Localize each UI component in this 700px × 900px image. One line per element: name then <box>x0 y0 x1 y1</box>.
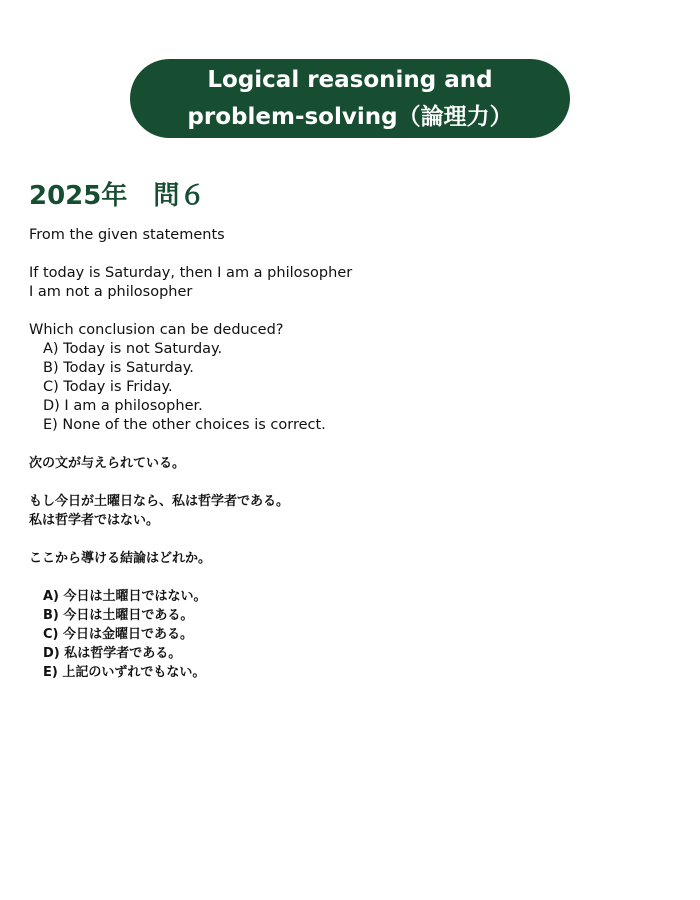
japanese-option-a: A) 今日は土曜日ではない。 <box>43 589 207 604</box>
title-banner <box>130 59 570 138</box>
spacer <box>29 568 679 587</box>
japanese-option-b: B) 今日は土曜日である。 <box>43 608 194 623</box>
japanese-option-c: C) 今日は金曜日である。 <box>43 627 194 642</box>
banner-title-line-2: problem-solving（論理力） <box>187 103 513 130</box>
japanese-statement-2: 私は哲学者ではない。 <box>29 513 160 528</box>
japanese-intro: 次の文が与えられている。 <box>29 456 186 471</box>
question-heading: 2025年 問６ <box>29 181 206 211</box>
english-option-b: B) Today is Saturday. <box>43 360 194 376</box>
english-statement-2: I am not a philosopher <box>29 284 193 300</box>
english-option-e: E) None of the other choices is correct. <box>43 417 326 433</box>
english-question: Which conclusion can be deduced? <box>29 322 284 338</box>
english-option-d: D) I am a philosopher. <box>43 398 203 414</box>
spacer <box>29 245 679 264</box>
japanese-option-e: E) 上記のいずれでもない。 <box>43 665 206 680</box>
japanese-statement-1: もし今日が土曜日なら、私は哲学者である。 <box>29 494 290 509</box>
english-intro: From the given statements <box>29 227 225 243</box>
english-option-c: C) Today is Friday. <box>43 379 173 395</box>
spacer <box>29 435 679 454</box>
japanese-option-d: D) 私は哲学者である。 <box>43 646 182 661</box>
japanese-question: ここから導ける結論はどれか。 <box>29 551 212 566</box>
spacer <box>29 302 679 321</box>
question-body <box>29 226 679 682</box>
spacer <box>29 530 679 549</box>
banner-title-line-1: Logical reasoning and <box>207 66 493 93</box>
spacer <box>29 473 679 492</box>
english-option-a: A) Today is not Saturday. <box>43 341 223 357</box>
english-statement-1: If today is Saturday, then I am a philosopher <box>29 265 353 281</box>
